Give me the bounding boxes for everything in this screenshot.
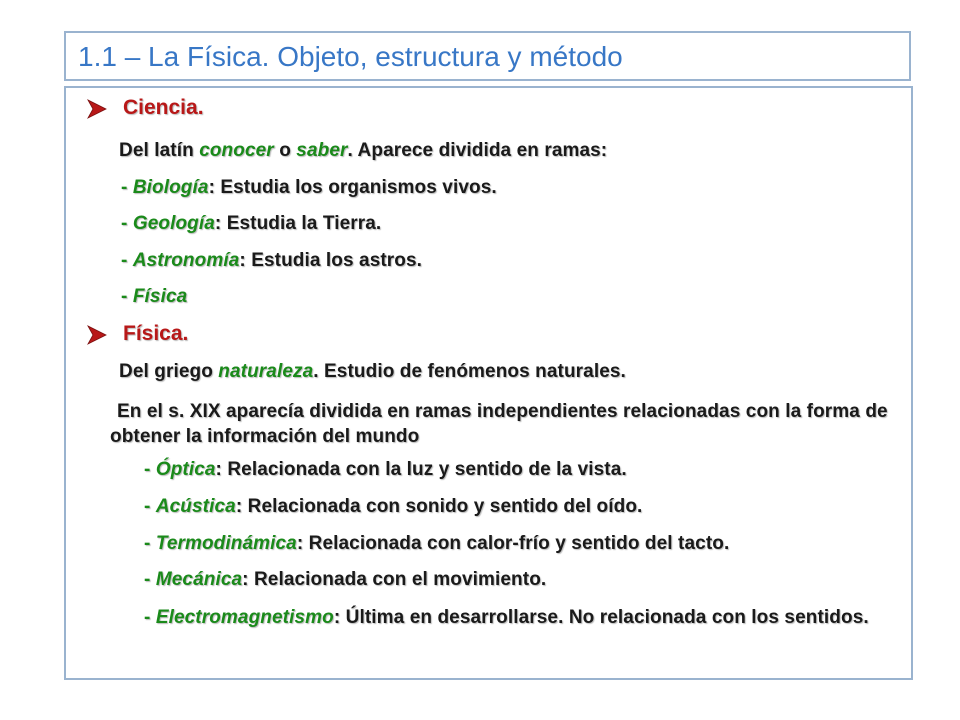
title-box (64, 31, 911, 81)
slide-title: 1.1 – La Física. Objeto, estructura y método (78, 41, 623, 72)
fisica-item-acustica: - Acústica: Relacionada con sonido y sentido del oído. (144, 496, 643, 517)
arrowhead-bullet-icon (86, 98, 108, 120)
fisica-intro: Del griego naturaleza. Estudio de fenómenos naturales. (119, 361, 626, 382)
ciencia-item-geologia: - Geología: Estudia la Tierra. (121, 213, 382, 234)
arrowhead-bullet-icon (86, 324, 108, 346)
ciencia-item-astronomia: - Astronomía: Estudia los astros. (121, 250, 423, 271)
ciencia-item-biologia: - Biología: Estudia los organismos vivos. (121, 177, 497, 198)
fisica-item-optica: - Óptica: Relacionada con la luz y sentido de la vista. (144, 459, 627, 480)
fisica-item-termodinamica: - Termodinámica: Relacionada con calor-frío y sentido del tacto. (144, 533, 730, 554)
heading-fisica: Física. (123, 322, 189, 345)
fisica-paragraph: En el s. XIX aparecía dividida en ramas independientes relacionadas con la forma de obtener la información del mundo (110, 401, 888, 447)
ciencia-intro: Del latín conocer o saber. Aparece dividida en ramas: (119, 140, 608, 161)
fisica-item-mecanica: - Mecánica: Relacionada con el movimiento. (144, 569, 547, 590)
heading-ciencia: Ciencia. (123, 96, 204, 119)
ciencia-item-fisica: - Física (121, 286, 188, 307)
fisica-item-electromagnetismo: - Electromagnetismo: Última en desarrollarse. No relacionada con los sentidos. (144, 607, 869, 628)
